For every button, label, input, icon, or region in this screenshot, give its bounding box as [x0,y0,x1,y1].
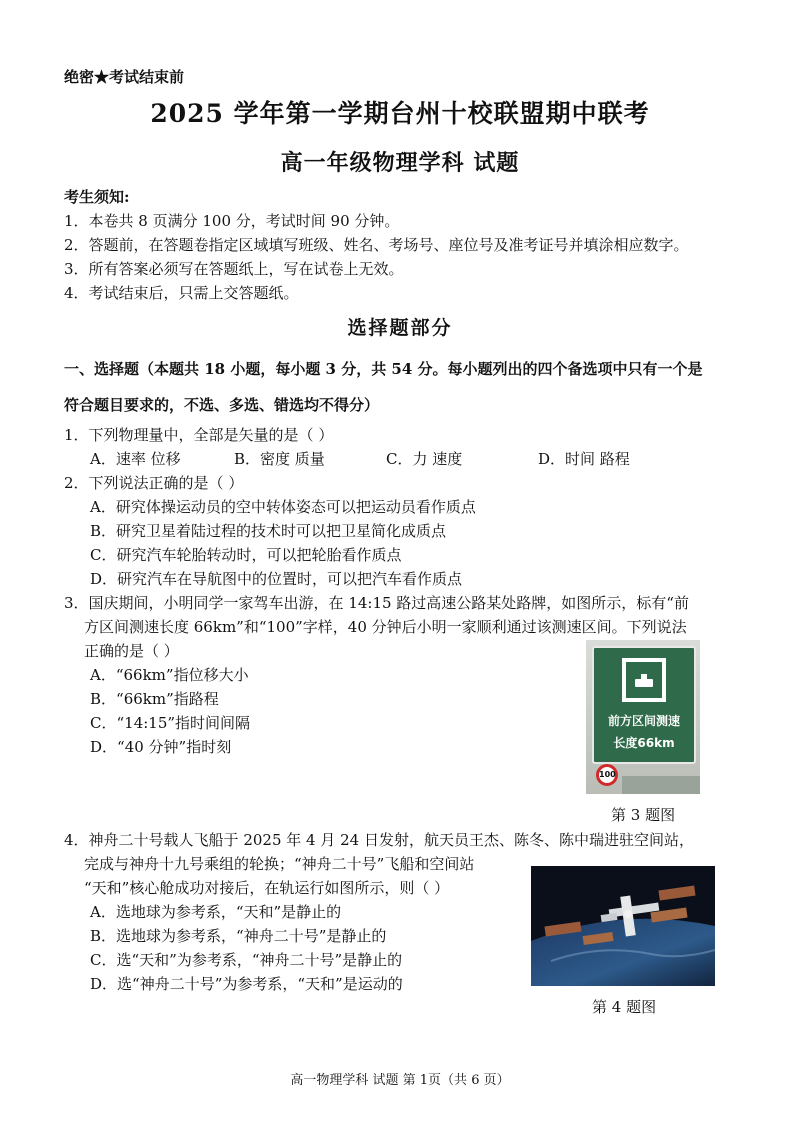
question-4-stem-line2: 完成与神舟十九号乘组的轮换；“神舟二十号”飞船和空间站 [84,855,475,873]
question-4-option-a: A．选地球为参考系，“天和”是静止的 [90,903,342,921]
notice-heading: 考生须知: [64,188,130,206]
question-1-option-b: B．密度 质量 [234,450,325,468]
question-4-option-b: B．选地球为参考系，“神舟二十号”是静止的 [90,927,387,945]
road-sign-panel [592,646,696,764]
exam-subtitle: 高一年级物理学科 试题 [280,150,520,176]
question-2-option-b: B．研究卫星着陆过程的技术时可以把卫星简化成质点 [90,522,447,540]
figure-4-caption: 第 4 题图 [592,998,657,1016]
notice-item: 1．本卷共 8 页满分 100 分，考试时间 90 分钟。 [64,212,400,230]
part-instructions-line1: 一、选择题（本题共 18 小题，每小题 3 分，共 54 分。每小题列出的四个备选项中只有一个是 [64,360,703,378]
part-instructions-line2: 符合题目要求的，不选、多选、错选均不得分） [64,396,380,414]
question-4-stem-line3: “天和”核心舱成功对接后，在轨运行如图所示，则（ ） [84,879,450,897]
question-3-option-b: B．“66km”指路程 [90,690,219,708]
confidential-label: 绝密★考试结束前 [64,68,185,86]
question-4-stem-line1: 4．神舟二十号载人飞船于 2025 年 4 月 24 日发射，航天员王杰、陈冬、陈中瑞进驻空间站， [64,831,694,849]
sign-symbol-box [622,658,666,702]
sign-text-line1: 前方区间测速 [607,714,680,728]
question-4-option-d: D．选“神舟二十号”为参考系，“天和”是运动的 [90,975,403,993]
figure-3-caption: 第 3 题图 [611,806,676,824]
question-1-stem: 1．下列物理量中，全部是矢量的是（ ） [64,426,334,444]
question-3-option-a: A．“66km”指位移大小 [90,666,249,684]
question-2-option-d: D．研究汽车在导航图中的位置时，可以把汽车看作质点 [90,570,463,588]
question-2-option-c: C．研究汽车轮胎转动时，可以把轮胎看作质点 [90,546,402,564]
sign-text-line2: 长度66km [613,736,675,750]
space-station-illustration [531,866,715,986]
question-4-option-c: C．选“天和”为参考系，“神舟二十号”是静止的 [90,951,403,969]
space-station-figure [531,866,715,986]
question-3-stem-line2: 方区间测速长度 66km”和“100”字样，40 分钟后小明一家顺利通过该测速区间。下列说法 [84,618,687,636]
question-3-option-c: C．“14:15”指时间间隔 [90,714,251,732]
page-footer: 高一物理学科 试题 第 1页（共 6 页） [290,1073,510,1088]
question-2-stem: 2．下列说法正确的是（ ） [64,474,244,492]
notice-item: 3．所有答案必须写在答题纸上，写在试卷上无效。 [64,260,404,278]
section-title: 选择题部分 [347,317,453,339]
notice-item: 2．答题前，在答题卷指定区域填写班级、姓名、考场号、座位号及准考证号并填涂相应数字。 [64,236,689,254]
question-2-option-a: A．研究体操运动员的空中转体姿态可以把运动员看作质点 [90,498,476,516]
question-3-option-d: D．“40 分钟”指时刻 [90,738,232,756]
road-sign-figure [586,640,700,794]
exam-title: 2025 学年第一学期台州十校联盟期中联考 [150,99,650,128]
speed-limit-sign: 100 [596,764,618,786]
notice-item: 4．考试结束后，只需上交答题纸。 [64,284,299,302]
question-3-stem-line1: 3．国庆期间，小明同学一家驾车出游，在 14:15 路过高速公路某处路牌，如图所示，标有“前 [64,594,689,612]
question-1-option-a: A．速率 位移 [90,450,181,468]
question-1-option-c: C．力 速度 [386,450,463,468]
camera-icon [626,662,662,698]
question-1-option-d: D．时间 路程 [538,450,630,468]
question-3-stem-line3: 正确的是（ ） [84,642,179,660]
